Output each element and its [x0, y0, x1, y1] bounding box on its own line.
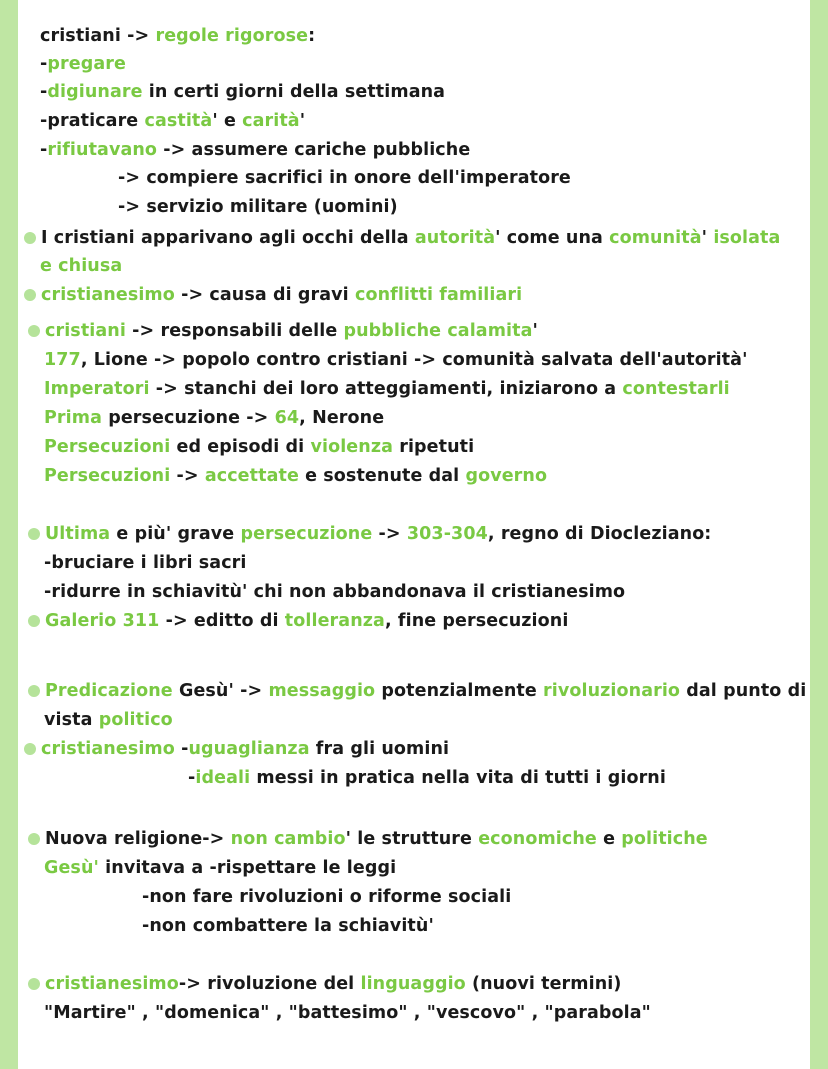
green-dot-icon	[28, 833, 40, 845]
text-segment: -> rivoluzione del	[178, 974, 361, 994]
highlighted-term: cristianesimo	[41, 285, 175, 305]
text-segment: -> editto di	[159, 611, 285, 631]
text-line	[24, 226, 780, 250]
text-line	[24, 283, 522, 307]
highlighted-term: rifiutavano	[47, 140, 158, 160]
green-dot-icon	[24, 743, 36, 755]
highlighted-term: persecuzione	[240, 524, 373, 544]
text-segment: ripetuti	[393, 437, 475, 457]
highlighted-term: 303-304	[406, 524, 488, 544]
highlighted-term: Prima	[44, 408, 102, 428]
highlighted-term: pregare	[47, 54, 126, 74]
highlighted-term: isolata	[713, 228, 781, 248]
highlighted-term: 177	[44, 350, 81, 370]
text-segment: , regno di Diocleziano:	[487, 524, 712, 544]
highlighted-term: Persecuzioni	[44, 437, 171, 457]
highlighted-term: 64	[274, 408, 300, 428]
highlighted-term: pubbliche calamita	[343, 321, 533, 341]
highlighted-term: carità	[242, 111, 300, 131]
text-segment: -	[40, 82, 48, 102]
text-segment: e	[596, 829, 622, 849]
text-line	[28, 609, 568, 633]
text-segment: , Nerone	[299, 408, 385, 428]
text-segment: -> responsabili delle	[125, 321, 344, 341]
text-line	[44, 377, 730, 401]
highlighted-term: comunità	[609, 228, 702, 248]
text-segment: invitava a -rispettare le leggi	[98, 858, 397, 878]
text-line	[118, 166, 571, 190]
text-segment: Gesù' ->	[172, 681, 269, 701]
highlighted-term: rivoluzionario	[543, 681, 681, 701]
text-segment: '	[532, 321, 538, 341]
text-line	[24, 737, 449, 761]
text-segment: ' e	[212, 111, 243, 131]
text-line	[118, 195, 398, 219]
highlighted-term: Gesù'	[44, 858, 99, 878]
text-segment: (nuovi termini)	[465, 974, 622, 994]
highlighted-term: cristianesimo	[45, 974, 179, 994]
text-line	[44, 464, 547, 488]
text-line	[44, 551, 247, 575]
text-segment: , fine persecuzioni	[384, 611, 569, 631]
text-line	[40, 80, 445, 104]
text-segment: -> stanchi dei loro atteggiamenti, iniziarono a	[149, 379, 623, 399]
green-dot-icon	[28, 615, 40, 627]
text-line	[28, 319, 538, 343]
text-segment: -> assumere cariche pubbliche	[157, 140, 471, 160]
text-segment: persecuzione ->	[102, 408, 275, 428]
text-line	[44, 580, 625, 604]
text-segment: e più' grave	[110, 524, 241, 544]
text-segment: -non combattere la schiavitù'	[142, 916, 434, 936]
text-segment: fra gli uomini	[309, 739, 450, 759]
text-segment: -> causa di gravi	[174, 285, 355, 305]
text-segment: "Martire" , "domenica" , "battesimo" , "vescovo" , "parabola"	[44, 1003, 651, 1023]
highlighted-term: contestarli	[622, 379, 730, 399]
text-segment: -	[40, 140, 48, 160]
text-segment: cristiani ->	[40, 26, 156, 46]
text-line	[28, 972, 621, 996]
text-segment: -ridurre in schiavitù' chi non abbandonava il cristianesimo	[44, 582, 626, 602]
text-segment: ->	[372, 524, 407, 544]
highlighted-term: Imperatori	[44, 379, 150, 399]
text-line	[44, 1001, 651, 1025]
highlighted-term: Predicazione	[45, 681, 173, 701]
highlighted-term: non cambio	[230, 829, 346, 849]
green-dot-icon	[28, 978, 40, 990]
highlighted-term: politico	[98, 710, 173, 730]
text-segment: vista	[44, 710, 99, 730]
text-line	[44, 406, 384, 430]
text-line	[188, 766, 666, 790]
left-green-border	[0, 0, 18, 1069]
highlighted-term: violenza	[310, 437, 394, 457]
green-dot-icon	[28, 685, 40, 697]
text-line	[40, 24, 315, 48]
text-segment: dal punto di	[680, 681, 807, 701]
highlighted-term: governo	[465, 466, 548, 486]
text-segment: '	[299, 111, 306, 131]
text-segment: in certi giorni della settimana	[142, 82, 446, 102]
highlighted-term: Ultima	[45, 524, 111, 544]
text-segment: -	[188, 768, 196, 788]
highlighted-term: politiche	[621, 829, 708, 849]
text-line	[28, 827, 708, 851]
highlighted-term: accettate	[204, 466, 299, 486]
text-segment: ->	[170, 466, 205, 486]
text-line	[142, 914, 434, 938]
text-line	[28, 522, 711, 546]
highlighted-term: messaggio	[268, 681, 376, 701]
text-segment: -praticare	[40, 111, 145, 131]
text-segment: '	[701, 228, 714, 248]
text-line	[40, 138, 470, 162]
text-segment: -non fare rivoluzioni o riforme sociali	[142, 887, 512, 907]
green-dot-icon	[28, 528, 40, 540]
highlighted-term: digiunare	[47, 82, 143, 102]
highlighted-term: uguaglianza	[188, 739, 310, 759]
highlighted-term: autorità	[414, 228, 496, 248]
green-dot-icon	[24, 232, 36, 244]
text-segment: -> servizio militare (uomini)	[118, 197, 398, 217]
highlighted-term: ideali	[195, 768, 251, 788]
green-dot-icon	[24, 289, 36, 301]
text-segment: ' le strutture	[345, 829, 479, 849]
highlighted-term: e chiusa	[40, 256, 123, 276]
text-line	[142, 885, 511, 909]
text-segment: , Lione -> popolo contro cristiani -> comunità salvata dell'autorità'	[80, 350, 748, 370]
text-segment: ' come una	[495, 228, 610, 248]
text-segment: potenzialmente	[375, 681, 544, 701]
highlighted-term: tolleranza	[284, 611, 385, 631]
text-line	[44, 435, 474, 459]
highlighted-term: conflitti familiari	[354, 285, 523, 305]
text-segment: e sostenute dal	[298, 466, 466, 486]
text-line	[40, 109, 305, 133]
text-line	[40, 254, 122, 278]
text-segment: -bruciare i libri sacri	[44, 553, 247, 573]
highlighted-term: Galerio 311	[45, 611, 160, 631]
highlighted-term: cristianesimo	[41, 739, 175, 759]
text-segment: :	[308, 26, 316, 46]
text-segment: -	[174, 739, 189, 759]
highlighted-term: cristiani	[45, 321, 126, 341]
highlighted-term: linguaggio	[360, 974, 466, 994]
text-line	[44, 708, 173, 732]
green-dot-icon	[28, 325, 40, 337]
highlighted-term: castità	[144, 111, 213, 131]
text-segment: -> compiere sacrifici in onore dell'imperatore	[118, 168, 571, 188]
text-line	[28, 679, 806, 703]
text-line	[44, 348, 748, 372]
highlighted-term: regole rigorose	[155, 26, 309, 46]
text-line	[44, 856, 396, 880]
text-segment: messi in pratica nella vita di tutti i giorni	[250, 768, 666, 788]
text-segment: Nuova religione->	[45, 829, 231, 849]
highlighted-term: economiche	[478, 829, 597, 849]
text-segment: I cristiani apparivano agli occhi della	[41, 228, 415, 248]
text-line	[40, 52, 126, 76]
text-segment: -	[40, 54, 48, 74]
text-segment: ed episodi di	[170, 437, 311, 457]
right-green-border	[810, 0, 828, 1069]
highlighted-term: Persecuzioni	[44, 466, 171, 486]
